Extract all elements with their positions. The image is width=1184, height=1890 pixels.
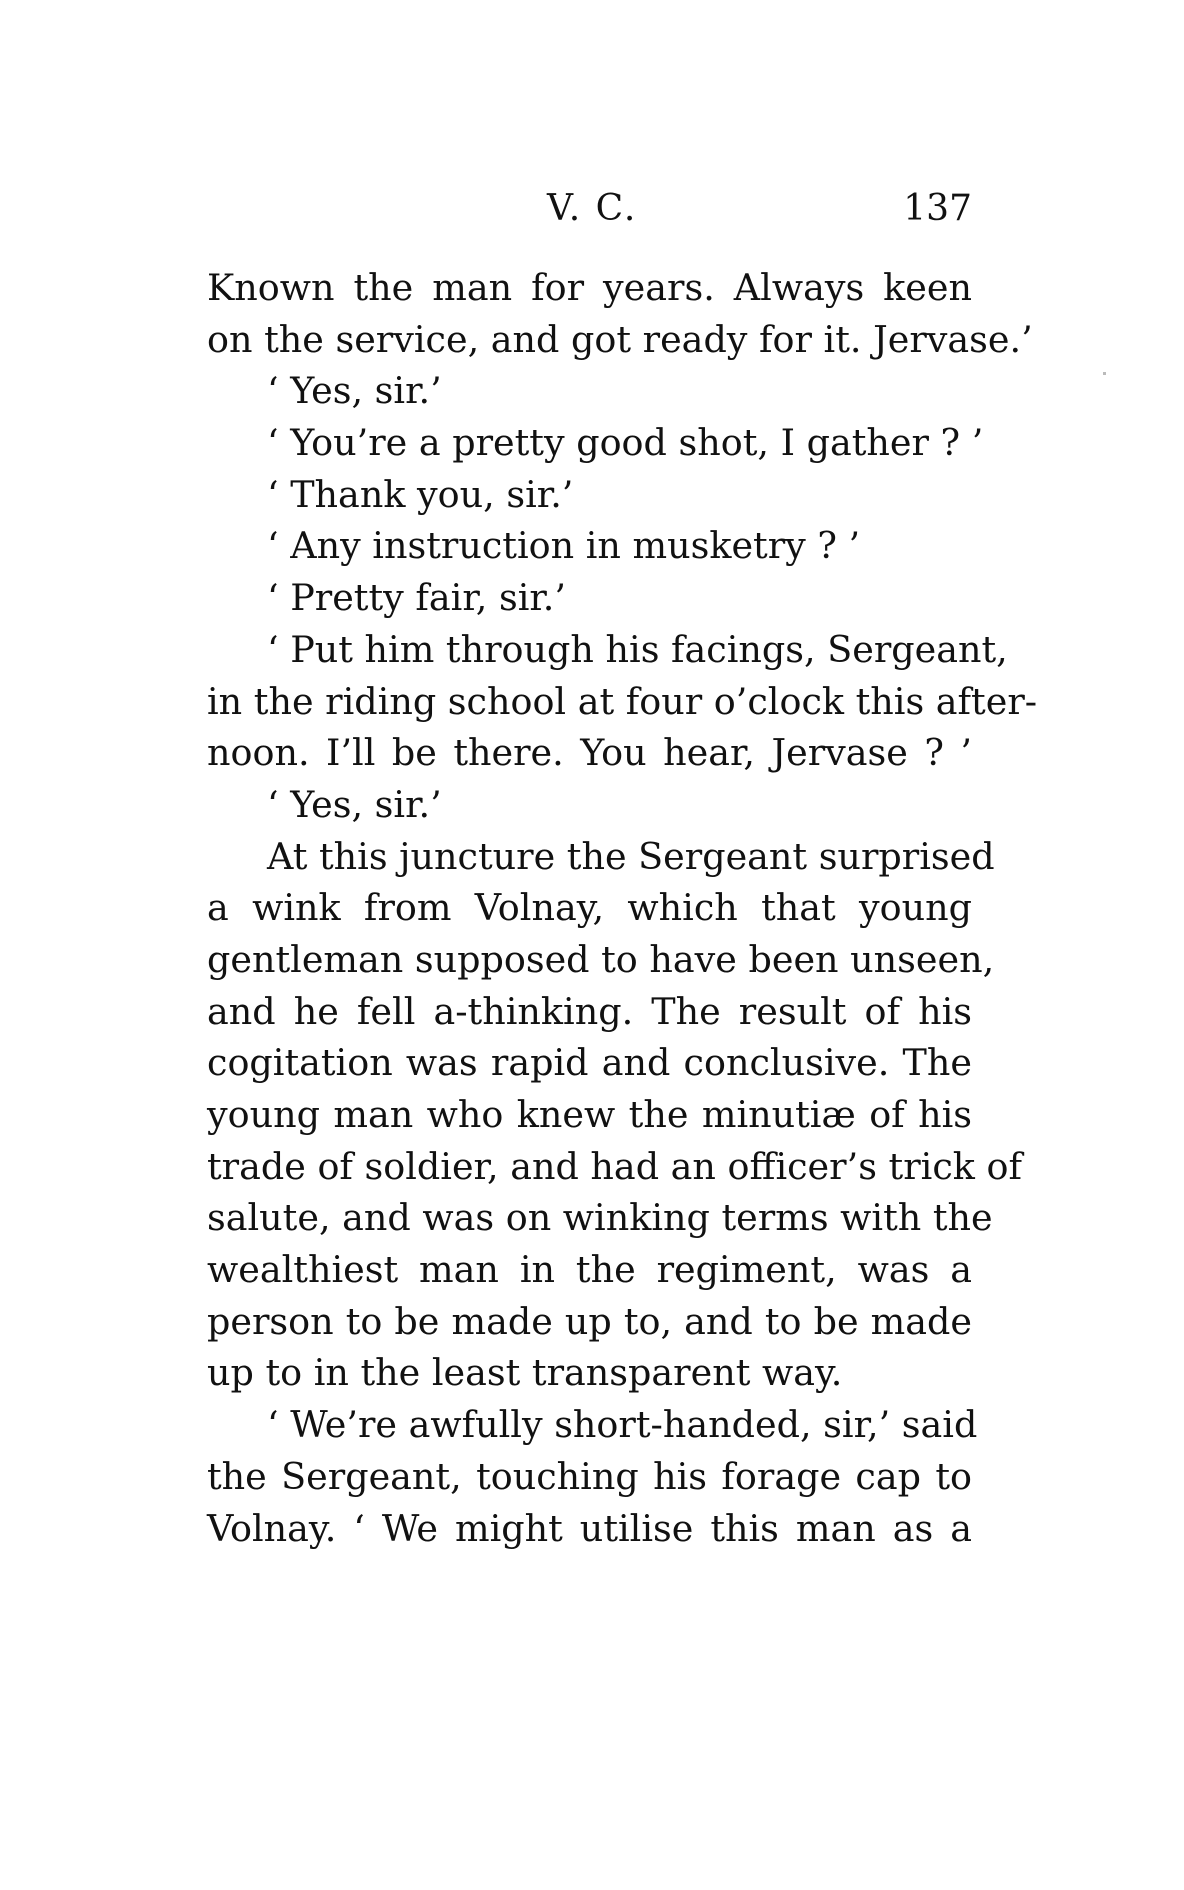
text-line: young man who knew the minutiæ of his [207,1093,972,1136]
text-line: the Sergeant, touching his forage cap to [207,1454,972,1498]
text-line: and he fell a-thinking. The result of his [207,989,972,1033]
text-line: salute, and was on winking terms with the [207,1196,993,1240]
text-line: ‘ Put him through his facings, Sergeant, [267,627,1008,671]
text-line: cogitation was rapid and conclusive. The [207,1041,972,1085]
text-line: up to in the least transparent way. [207,1351,843,1395]
text-line: a wink from Volnay, which that young [207,886,972,930]
text-line: person to be made up to, and to be made [207,1299,972,1343]
text-line: gentleman supposed to have been unseen, [207,937,995,981]
running-title: V. C. [547,188,638,229]
margin-speck [1103,372,1106,375]
text-line: Known the man for years. Always keen [207,266,972,309]
text-line: in the riding school at four o’clock this after- [207,679,1038,723]
text-line: ‘ Yes, sir.’ [267,782,442,826]
page-header [207,188,972,240]
page-number: 137 [903,188,972,229]
text-line: ‘ Yes, sir.’ [267,369,442,413]
text-line: on the service, and got ready for it. Jervase.’ [207,317,1033,361]
text-line: ‘ We’re awfully short-handed, sir,’ said [267,1403,978,1447]
text-line: ‘ Any instruction in musketry ? ’ [267,524,861,568]
text-line: trade of soldier, and had an officer’s trick of [207,1144,1022,1188]
text-line: noon. I’ll be there. You hear, Jervase ? ’ [207,731,972,775]
text-line: ‘ You’re a pretty good shot, I gather ? ’ [267,421,984,465]
text-line: Volnay. ‘ We might utilise this man as a [207,1506,972,1550]
body-text [207,262,1038,1554]
text-line: ‘ Thank you, sir.’ [267,472,574,516]
text-line: wealthiest man in the regiment, was a [207,1248,972,1292]
text-line: At this juncture the Sergeant surprised [267,834,995,878]
text-line: ‘ Pretty fair, sir.’ [267,576,567,620]
